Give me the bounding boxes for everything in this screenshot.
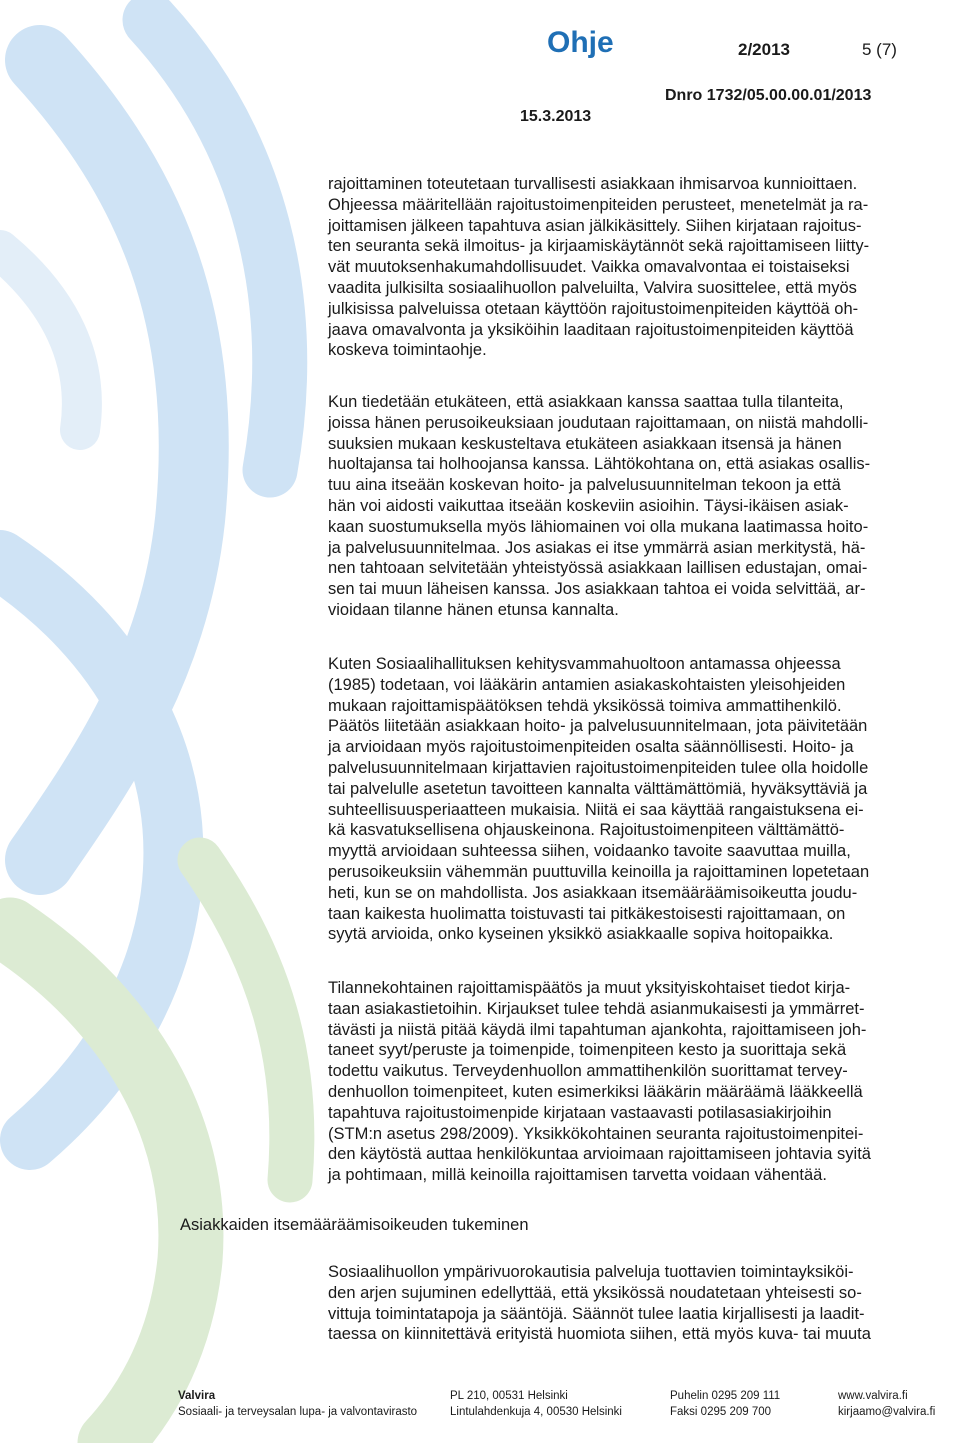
text-line: taan asiakastietoihin. Kirjaukset tulee tehdä asianmukaisesti ja ymmärret-	[328, 999, 865, 1018]
text-line: ja pohtimaan, millä keinoilla rajoittamisen tarvetta voidaan vähentää.	[328, 1166, 827, 1185]
page-number: 5 (7)	[862, 40, 897, 59]
paragraph-3	[328, 654, 956, 945]
text-line: Sosiaalihuollon ympärivuorokautisia palveluja tuottavien toimintayksiköi-	[328, 1263, 854, 1281]
text-line: tävästi ja niistä pitää käydä ilmi tapahtuman ajankohta, rajoittamiseen joh-	[328, 1020, 867, 1039]
text-line: vioidaan tilanne hänen etunsa kannalta.	[328, 600, 619, 619]
text-line: denhuollon toimenpiteet, kuten esimerkiksi lääkärin määräämä lääkkeellä	[328, 1082, 863, 1101]
text-line: koskeva toimintaohje.	[328, 341, 487, 360]
footer-fax: Faksi 0295 209 700	[670, 1406, 772, 1418]
text-line: heti, kun se on mahdollista. Jos asiakkaan itsemääräämisoikeutta joudu-	[328, 883, 858, 902]
document-date: 15.3.2013	[520, 108, 592, 125]
paragraph-4	[328, 978, 956, 1186]
text-line: palvelusuunnitelmaan kirjattavien rajoitustoimenpiteiden tulee olla hoidolle	[328, 758, 869, 777]
text-line: rajoittaminen toteutetaan turvallisesti asiakkaan ihmisarvoa kunnioittaen.	[328, 175, 858, 193]
text-line: julkisissa palveluissa otetaan käyttöön rajoitustoimenpiteiden käyttöä oh-	[328, 299, 859, 318]
text-line: (STM:n asetus 298/2009). Yksikkökohtainen seuranta rajoitustoimenpitei-	[328, 1124, 864, 1143]
text-line: Ohjeessa määritellään rajoitustoimenpiteiden perusteet, menetelmät ja ra-	[328, 195, 869, 214]
text-line: suuksien mukaan keskusteltava etukäteen asiakkaan itsensä ja hänen	[328, 434, 842, 453]
text-line: kaan suostumuksella myös lähiomainen voi olla mukana laatimassa hoito-	[328, 517, 869, 536]
text-line: vittuja toimintatapoja ja sääntöjä. Säännöt tulee laatia kirjallisesti ja laadit-	[328, 1304, 865, 1323]
text-line: joittamisen jälkeen tapahtuva asian jälkikäsittely. Siihen kirjataan rajoitus-	[328, 216, 862, 235]
text-line: kä kasvatuksellisena ohjauskeinona. Rajoitustoimenpiteen välttämättö-	[328, 821, 845, 840]
footer-org-full: Sosiaali- ja terveysalan lupa- ja valvontavirasto	[178, 1406, 418, 1418]
text-line: tuu aina itseään koskevan hoito- ja palvelusuunnitelman tekoon ja että	[328, 476, 841, 495]
text-line: Tilannekohtainen rajoittamispäätös ja muut yksityiskohtaiset tiedot kirja-	[328, 979, 851, 997]
text-line: ja palvelusuunnitelmaa. Jos asiakas ei itse ymmärrä asian merkitystä, hä-	[328, 538, 866, 557]
footer-org-name: Valvira	[178, 1390, 216, 1402]
text-line: myyttä arvioidaan suhteessa siihen, voidaanko tavoite saavuttaa muilla,	[328, 842, 851, 861]
text-line: todettu vaikutus. Terveydenhuollon ammattihenkilön suorittamat tervey-	[328, 1062, 848, 1081]
footer-address-2: Lintulahdenkuja 4, 00530 Helsinki	[450, 1406, 622, 1418]
text-line: hän voi aidosti vaikuttaa itseään koskeviin asioihin. Täysi-ikäisen asiak-	[328, 496, 849, 515]
text-line: joissa hänen perusoikeuksiaan joudutaan rajoittamaan, on niistä mahdolli-	[328, 413, 869, 432]
paragraph-2	[328, 392, 956, 621]
paragraph-5	[328, 1262, 956, 1345]
footer-contact	[670, 1388, 780, 1420]
text-line: tai palvelulle asetetun tavoitteen kannalta välttämättömiä, hyväksyttäviä ja	[328, 779, 868, 798]
text-line: taneet syyt/peruste ja toimenpide, toimenpiteen kesto ja suorittaja sekä	[328, 1041, 847, 1060]
footer-web-link[interactable]: www.valvira.fi	[838, 1390, 908, 1402]
text-line: den käytöstä auttaa henkilökuntaa arvioimaan rajoittamiseen johtavia syitä	[328, 1145, 871, 1164]
text-line: ja arvioidaan myös rajoitustoimenpiteiden osalta säännöllisesti. Hoito- ja	[328, 738, 854, 757]
text-line: vaadita julkisilta sosiaalihuollon palveluilta, Valvira suosittelee, että myös	[328, 278, 857, 297]
text-line: perusoikeuksiin vähemmän puuttuvilla keinoilla ja rajoittaminen lopetetaan	[328, 862, 870, 881]
text-line: Kuten Sosiaalihallituksen kehitysvammahuoltoon antamassa ohjeessa	[328, 655, 841, 673]
document-number: 2/2013	[738, 40, 790, 59]
text-line: jaava omavalvonta ja yksiköihin laaditaan rajoitustoimenpiteiden käyttöä	[328, 320, 854, 339]
text-line: den arjen sujuminen edellyttää, että yksikössä noudatetaan yhteisesti so-	[328, 1283, 862, 1302]
paragraph-1	[328, 174, 956, 361]
text-line: syytä arvioida, onko kyseinen yksikkö asiakkaalle sopiva hoitopaikka.	[328, 925, 834, 944]
footer-phone: Puhelin 0295 209 111	[670, 1390, 781, 1402]
footer-organization	[178, 1388, 417, 1420]
text-line: (1985) todetaan, voi lääkärin antamien asiakaskohtaisten yleisohjeiden	[328, 675, 846, 694]
text-line: Kun tiedetään etukäteen, että asiakkaan kanssa saattaa tulla tilanteita,	[328, 393, 844, 411]
footer-address	[450, 1388, 622, 1420]
document-type-title: Ohje	[547, 26, 614, 59]
text-line: vät muutoksenhakumahdollisuudet. Vaikka omavalvontaa ei toistaiseksi	[328, 258, 850, 277]
text-line: Päätös liitetään asiakkaan hoito- ja palvelusuunnitelmaan, jota päivitetään	[328, 717, 868, 736]
text-line: suhteellisuusperiaatteen mukaisia. Niitä ei saa käyttää rangaistuksena ei-	[328, 800, 864, 819]
text-line: sen tai muun läheisen kanssa. Jos asiakkaan tahtoa ei voida selvittää, ar-	[328, 580, 866, 599]
footer-online	[838, 1388, 935, 1420]
text-line: mukaan rajoittamispäätöksen tehdä yksikössä toimiva ammattihenkilö.	[328, 696, 842, 715]
footer-email-link[interactable]: kirjaamo@valvira.fi	[838, 1406, 936, 1418]
text-line: huoltajansa tai holhoojansa kanssa. Lähtökohtana on, että asiakas osallis-	[328, 455, 871, 474]
footer-address-1: PL 210, 00531 Helsinki	[450, 1390, 568, 1402]
text-line: ten seuranta sekä ilmoitus- ja kirjaamiskäytännöt sekä rajoittamiseen liitty-	[328, 237, 870, 256]
record-number: Dnro 1732/05.00.00.01/2013	[665, 87, 872, 104]
text-line: taessa on kiinnitettävä erityistä huomiota siihen, että myös kuva- tai muuta	[328, 1325, 871, 1344]
text-line: taan kaikesta huolimatta toistuvasti tai pitkäkestoisesti rajoittamaan, on	[328, 904, 846, 923]
text-line: nen tahtoaan selvitetään yhteistyössä asiakkaan laillisen edustajan, omai-	[328, 559, 868, 578]
section-heading: Asiakkaiden itsemääräämisoikeuden tukeminen	[180, 1216, 529, 1234]
text-line: tapahtuva rajoitustoimenpide kirjataan vastaavasti potilasasiakirjoihin	[328, 1103, 832, 1122]
